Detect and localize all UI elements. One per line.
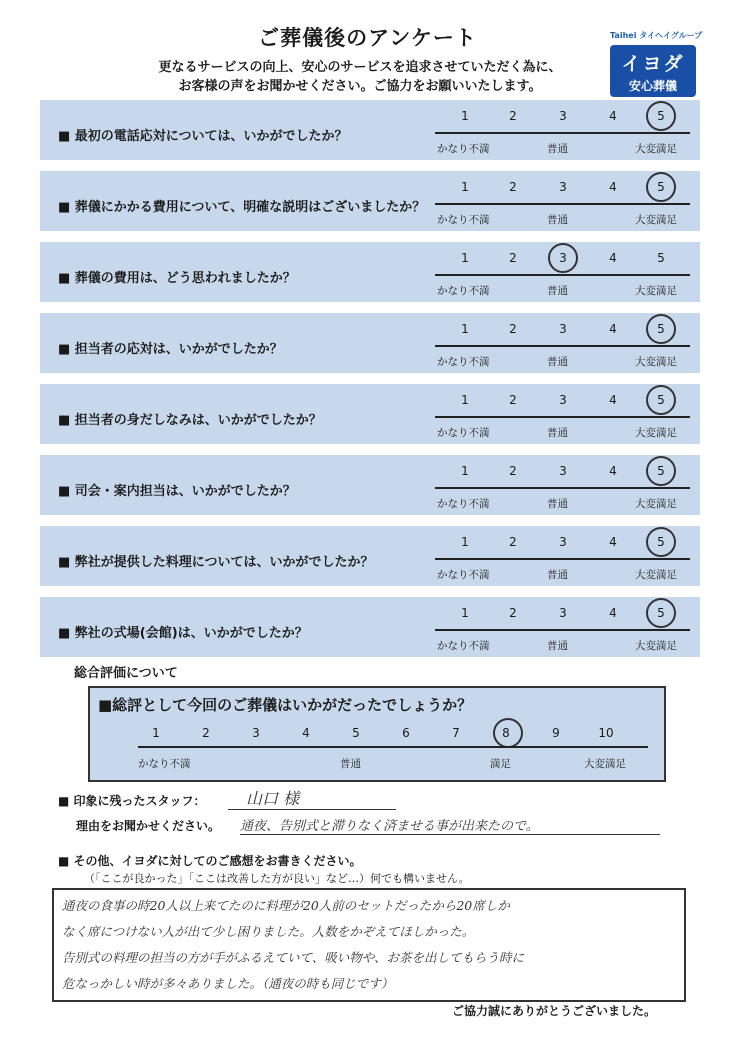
rating-option-4[interactable]: 4 — [609, 322, 617, 336]
rating-option-1[interactable]: 1 — [461, 606, 469, 620]
logo-main-text: イヨダ — [621, 53, 685, 75]
scale-mid-label: 普通 — [547, 498, 568, 510]
rating-option-5[interactable]: 5 — [657, 251, 665, 265]
overall-option-1[interactable]: 1 — [152, 726, 160, 740]
comments-hint: （「ここが良かった」「ここは改善した方が良い」など…）何でも構いません。 — [84, 872, 470, 885]
scale-low-label: かなり不満 — [437, 498, 490, 510]
rating-option-5[interactable]: 5 — [657, 109, 665, 123]
overall-good-label: 満足 — [490, 758, 511, 770]
rating-option-4[interactable]: 4 — [609, 464, 617, 478]
scale-mid-label: 普通 — [547, 214, 568, 226]
company-logo — [610, 30, 703, 98]
rating-scale — [435, 384, 690, 444]
overall-option-3[interactable]: 3 — [252, 726, 260, 740]
rating-option-1[interactable]: 1 — [461, 322, 469, 336]
rating-scale — [435, 455, 690, 515]
question-row — [40, 100, 700, 160]
scale-low-label: かなり不満 — [437, 640, 490, 652]
overall-option-9[interactable]: 9 — [552, 726, 560, 740]
rating-option-3[interactable]: 3 — [559, 180, 567, 194]
rating-option-4[interactable]: 4 — [609, 535, 617, 549]
scale-line — [435, 629, 690, 631]
logo-brand: Taihei タイヘイグループ — [610, 31, 703, 40]
overall-low-label: かなり不満 — [138, 758, 191, 770]
scale-high-label: 大変満足 — [635, 356, 677, 368]
question-text: ■ 弊社の式場(会館)は、いかがでしたか？ — [58, 626, 308, 641]
question-row — [40, 597, 700, 657]
question-text: ■ 葬儀の費用は、どう思われましたか？ — [58, 271, 296, 286]
comment-line-3: 告別式の料理の担当の方が手がふるえていて、吸い物や、お茶を出してもらう時に — [62, 950, 525, 965]
overall-option-5[interactable]: 5 — [352, 726, 360, 740]
question-row — [40, 171, 700, 231]
rating-option-2[interactable]: 2 — [509, 322, 517, 336]
overall-option-10[interactable]: 10 — [598, 726, 614, 740]
scale-high-label: 大変満足 — [635, 640, 677, 652]
scale-high-label: 大変満足 — [635, 143, 677, 155]
page-title: ご葬儀後のアンケート — [258, 26, 477, 50]
rating-option-2[interactable]: 2 — [509, 393, 517, 407]
overall-box — [88, 686, 666, 782]
scale-mid-label: 普通 — [547, 143, 568, 155]
question-text: ■ 司会・案内担当は、いかがでしたか？ — [58, 484, 296, 499]
intro-text — [140, 58, 580, 96]
comment-line-2: なく席につけない人が出て少し困りました。人数をかぞえてほしかった。 — [62, 924, 475, 939]
rating-option-5[interactable]: 5 — [657, 535, 665, 549]
comment-line-1: 通夜の食事の時20人以上来てたのに料理が20人前のセットだったから20席しか — [62, 898, 510, 913]
thanks-text: ご協力誠にありがとうございました。 — [452, 1004, 657, 1018]
scale-line — [435, 345, 690, 347]
rating-option-1[interactable]: 1 — [461, 109, 469, 123]
question-text: ■ 担当者の応対は、いかがでしたか？ — [58, 342, 283, 357]
overall-selected-circle — [493, 718, 523, 748]
overall-option-2[interactable]: 2 — [202, 726, 210, 740]
scale-mid-label: 普通 — [547, 356, 568, 368]
question-text: ■ 弊社が提供した料理については、いかがでしたか？ — [58, 555, 374, 570]
selected-answer-circle — [548, 243, 578, 273]
intro-line-1: 更なるサービスの向上、安心のサービスを追求させていただく為に、 — [158, 60, 562, 75]
question-row — [40, 384, 700, 444]
rating-option-1[interactable]: 1 — [461, 251, 469, 265]
reason-label: 理由をお聞かせください。 — [76, 819, 221, 833]
staff-label: ■ 印象に残ったスタッフ： — [58, 794, 206, 808]
rating-scale — [435, 242, 690, 302]
scale-mid-label: 普通 — [547, 640, 568, 652]
scale-line — [435, 487, 690, 489]
rating-option-3[interactable]: 3 — [559, 464, 567, 478]
rating-option-4[interactable]: 4 — [609, 109, 617, 123]
scale-high-label: 大変満足 — [635, 427, 677, 439]
overall-option-7[interactable]: 7 — [452, 726, 460, 740]
rating-option-2[interactable]: 2 — [509, 606, 517, 620]
selected-answer-circle — [646, 314, 676, 344]
question-row — [40, 455, 700, 515]
rating-option-5[interactable]: 5 — [657, 393, 665, 407]
reason-value: 通夜、告別式と滞りなく済ませる事が出来たので。 — [240, 815, 660, 835]
scale-low-label: かなり不満 — [437, 214, 490, 226]
question-row — [40, 242, 700, 302]
overall-option-8[interactable]: 8 — [502, 726, 510, 740]
rating-option-4[interactable]: 4 — [609, 251, 617, 265]
selected-answer-circle — [646, 598, 676, 628]
selected-answer-circle — [646, 385, 676, 415]
rating-option-3[interactable]: 3 — [559, 322, 567, 336]
scale-line — [435, 203, 690, 205]
question-text: ■ 最初の電話応対については、いかがでしたか？ — [58, 129, 348, 144]
overall-option-4[interactable]: 4 — [302, 726, 310, 740]
rating-option-1[interactable]: 1 — [461, 180, 469, 194]
rating-option-1[interactable]: 1 — [461, 464, 469, 478]
rating-option-1[interactable]: 1 — [461, 393, 469, 407]
rating-option-5[interactable]: 5 — [657, 180, 665, 194]
rating-option-3[interactable]: 3 — [559, 606, 567, 620]
scale-line — [435, 274, 690, 276]
rating-option-4[interactable]: 4 — [609, 393, 617, 407]
overall-option-6[interactable]: 6 — [402, 726, 410, 740]
rating-option-2[interactable]: 2 — [509, 535, 517, 549]
rating-option-5[interactable]: 5 — [657, 322, 665, 336]
scale-low-label: かなり不満 — [437, 285, 490, 297]
rating-scale — [435, 313, 690, 373]
scale-line — [435, 558, 690, 560]
scale-low-label: かなり不満 — [437, 569, 490, 581]
intro-line-2: お客様の声をお聞かせください。ご協力をお願いいたします。 — [178, 79, 542, 94]
rating-option-3[interactable]: 3 — [559, 393, 567, 407]
rating-option-2[interactable]: 2 — [509, 109, 517, 123]
scale-high-label: 大変満足 — [635, 569, 677, 581]
comments-box — [52, 888, 686, 1002]
selected-answer-circle — [646, 101, 676, 131]
overall-scale-line — [138, 746, 648, 748]
comments-label: ■ その他、イヨダに対してのご感想をお書きください。 — [58, 854, 362, 868]
scale-high-label: 大変満足 — [635, 498, 677, 510]
rating-option-2[interactable]: 2 — [509, 251, 517, 265]
rating-option-5[interactable]: 5 — [657, 606, 665, 620]
rating-option-4[interactable]: 4 — [609, 180, 617, 194]
selected-answer-circle — [646, 172, 676, 202]
logo-sub-text: 安心葬儀 — [628, 79, 677, 93]
rating-scale — [435, 597, 690, 657]
scale-low-label: かなり不満 — [437, 427, 490, 439]
scale-high-label: 大変満足 — [635, 285, 677, 297]
scale-low-label: かなり不満 — [437, 143, 490, 155]
question-text: ■ 担当者の身だしなみは、いかがでしたか？ — [58, 413, 322, 428]
rating-option-2[interactable]: 2 — [509, 464, 517, 478]
rating-scale — [435, 526, 690, 586]
rating-scale — [435, 100, 690, 160]
question-text: ■ 葬儀にかかる費用について、明確な説明はございましたか？ — [58, 200, 426, 215]
selected-answer-circle — [646, 527, 676, 557]
staff-value: 山口 様 — [228, 786, 396, 810]
scale-mid-label: 普通 — [547, 285, 568, 297]
scale-mid-label: 普通 — [547, 427, 568, 439]
rating-option-3[interactable]: 3 — [559, 535, 567, 549]
overall-mid-label: 普通 — [340, 758, 361, 770]
overall-section-title: 総合評価について — [74, 666, 178, 681]
overall-high-label: 大変満足 — [584, 758, 626, 770]
question-row — [40, 313, 700, 373]
rating-option-5[interactable]: 5 — [657, 464, 665, 478]
selected-answer-circle — [646, 456, 676, 486]
scale-line — [435, 132, 690, 134]
rating-option-4[interactable]: 4 — [609, 606, 617, 620]
comment-line-4: 危なっかしい時が多々ありました。（通夜の時も同じです） — [62, 976, 394, 991]
rating-option-3[interactable]: 3 — [559, 251, 567, 265]
rating-option-3[interactable]: 3 — [559, 109, 567, 123]
scale-low-label: かなり不満 — [437, 356, 490, 368]
rating-option-1[interactable]: 1 — [461, 535, 469, 549]
rating-option-2[interactable]: 2 — [509, 180, 517, 194]
overall-question: ■総評として今回のご葬儀はいかがだったでしょうか？ — [98, 696, 473, 714]
scale-line — [435, 416, 690, 418]
scale-high-label: 大変満足 — [635, 214, 677, 226]
question-row — [40, 526, 700, 586]
logo-box — [610, 45, 696, 97]
rating-scale — [435, 171, 690, 231]
scale-mid-label: 普通 — [547, 569, 568, 581]
